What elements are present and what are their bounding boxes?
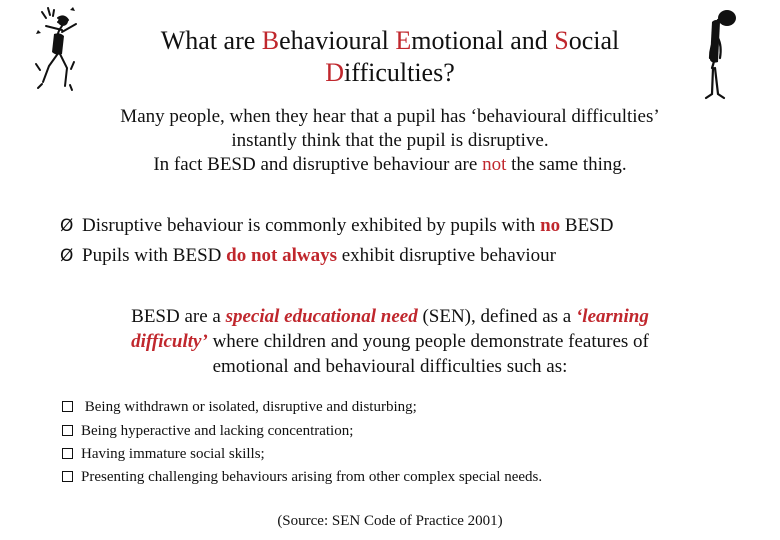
- point-emphasis: do not always: [226, 245, 337, 266]
- besd-sen-emphasis: special educational need: [225, 306, 418, 327]
- list-item: [62, 443, 762, 465]
- intro-paragraph: [40, 105, 740, 177]
- title-initial-d: D: [325, 58, 345, 87]
- point-text: BESD: [560, 215, 614, 236]
- point-text: exhibit disruptive behaviour: [336, 245, 556, 266]
- checkbox-square-icon: [62, 425, 73, 436]
- title-part: ifficulties?: [344, 58, 455, 87]
- list-item-text: Being hyperactive and lacking concentration;: [81, 423, 354, 439]
- besd-learning-emphasis: ‘learning: [575, 306, 649, 327]
- point-disruptive: [60, 214, 760, 238]
- intro-line: Many people, when they hear that a pupil has ‘behavioural difficulties’: [120, 106, 660, 127]
- checkbox-square-icon: [62, 448, 73, 459]
- besd-difficulty-emphasis: difficulty’: [131, 331, 208, 352]
- point-pupils: [60, 244, 760, 268]
- checkbox-square-icon: [62, 471, 73, 482]
- agitated-figure-icon: [32, 4, 82, 100]
- besd-text: where children and young people demonstrate features of: [207, 331, 649, 352]
- title-part: ocial: [568, 26, 620, 55]
- besd-text: emotional and behavioural difficulties such as:: [212, 356, 568, 377]
- title-part: ehavioural: [279, 26, 396, 55]
- arrow-bullet-icon: Ø: [60, 246, 74, 266]
- title-part: motional and: [411, 26, 555, 55]
- checkbox-square-icon: [62, 401, 73, 412]
- intro-not-emphasis: not: [482, 154, 507, 175]
- point-text: Disruptive behaviour is commonly exhibited by pupils with: [82, 215, 541, 236]
- title-initial-b: B: [261, 26, 280, 55]
- title-initial-s: S: [554, 26, 569, 55]
- source-citation: (Source: SEN Code of Practice 2001): [277, 513, 503, 529]
- point-emphasis: no: [540, 215, 561, 236]
- list-item: [62, 396, 762, 418]
- arrow-bullet-icon: Ø: [60, 216, 74, 236]
- intro-text: the same thing.: [506, 154, 627, 175]
- title-part: What are: [160, 26, 262, 55]
- list-item: [62, 420, 762, 442]
- intro-line: [40, 153, 740, 177]
- point-text: Pupils with BESD: [82, 245, 227, 266]
- intro-line: instantly think that the pupil is disruptive.: [231, 130, 549, 151]
- list-item-text: Being withdrawn or isolated, disruptive and disturbing;: [81, 399, 417, 415]
- besd-text: BESD are a: [131, 306, 226, 327]
- title-initial-e: E: [395, 26, 412, 55]
- list-item: [62, 466, 762, 488]
- besd-text: (SEN), defined as a: [417, 306, 576, 327]
- intro-text: In fact BESD and disruptive behaviour are: [153, 154, 483, 175]
- slumped-figure-icon: [700, 6, 742, 102]
- slide-title: [110, 25, 670, 89]
- list-item-text: Presenting challenging behaviours arising from other complex special needs.: [81, 469, 543, 485]
- besd-definition: [80, 304, 700, 379]
- list-item-text: Having immature social skills;: [81, 446, 265, 462]
